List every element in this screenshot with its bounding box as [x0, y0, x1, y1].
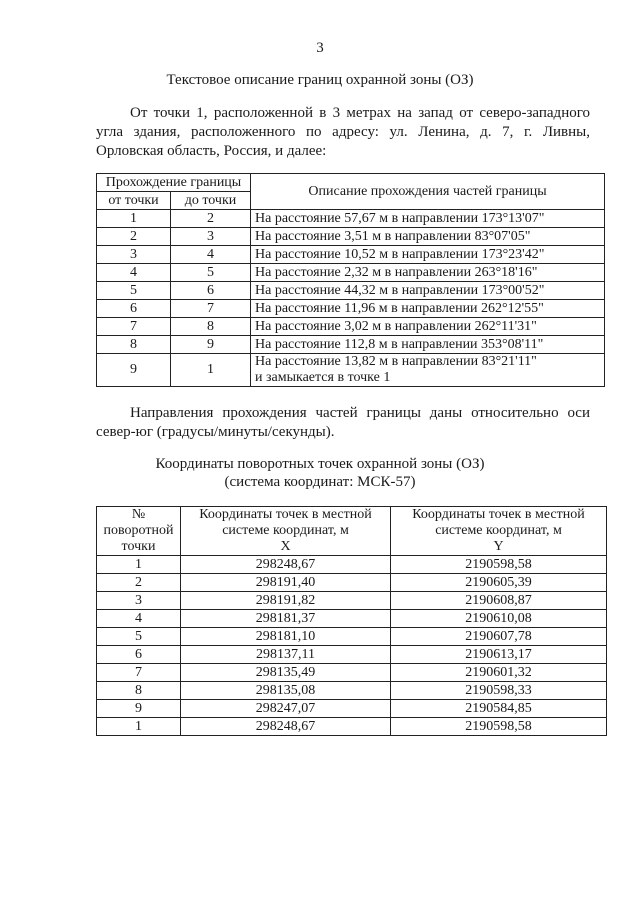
table-row [97, 336, 605, 354]
x-coordinate-cell: 298191,40 [181, 574, 391, 592]
table-row [97, 300, 605, 318]
header-description: Описание прохождения частей границы [251, 174, 605, 210]
header-point-number-line3: точки [121, 539, 156, 554]
description-cell [251, 336, 605, 354]
table-row [97, 318, 605, 336]
x-coordinate-cell: 298135,08 [181, 682, 391, 700]
table-row [97, 210, 605, 228]
header-point-number-line2: поворотной [103, 523, 174, 538]
x-coordinate-cell: 298181,10 [181, 628, 391, 646]
table-row [97, 700, 607, 718]
point-number-cell: 5 [97, 628, 181, 646]
to-point-cell: 3 [171, 228, 251, 246]
point-number-cell: 9 [97, 700, 181, 718]
x-coordinate-cell: 298137,11 [181, 646, 391, 664]
coord-system-subtitle: (система координат: МСК-57) [224, 474, 416, 490]
description-line: и замыкается в точке 1 [255, 370, 391, 385]
page-number: 3 [316, 40, 324, 56]
table-row [97, 682, 607, 700]
table-row [97, 354, 605, 387]
to-point-cell: 2 [171, 210, 251, 228]
y-coordinate-cell: 2190598,33 [391, 682, 607, 700]
y-coordinate-cell: 2190605,39 [391, 574, 607, 592]
point-number-cell: 1 [97, 718, 181, 736]
to-point-cell: 5 [171, 264, 251, 282]
description-cell [251, 318, 605, 336]
header-x-line2: системе координат, м [222, 523, 349, 538]
y-coordinate-cell: 2190598,58 [391, 718, 607, 736]
boundary-table [96, 173, 605, 387]
point-number-cell: 3 [97, 592, 181, 610]
table-row [97, 610, 607, 628]
table-row [97, 246, 605, 264]
description-cell [251, 264, 605, 282]
description-cell [251, 282, 605, 300]
description-cell [251, 228, 605, 246]
x-coordinate-cell: 298191,82 [181, 592, 391, 610]
header-to-point: до точки [171, 192, 251, 210]
from-point-cell: 1 [97, 210, 171, 228]
header-x-line3: X [280, 539, 291, 554]
table-row [97, 228, 605, 246]
from-point-cell: 7 [97, 318, 171, 336]
point-number-cell: 1 [97, 556, 181, 574]
y-coordinate-cell: 2190610,08 [391, 610, 607, 628]
header-boundary-passage: Прохождение границы [97, 174, 251, 192]
header-x-coordinate [181, 507, 391, 556]
to-point-cell: 9 [171, 336, 251, 354]
from-point-cell: 4 [97, 264, 171, 282]
point-number-cell: 6 [97, 646, 181, 664]
description-line: На расстояние 3,02 м в направлении 262°11'31" [255, 318, 537, 334]
description-line: На расстояние 44,32 м в направлении 173°00'52" [255, 282, 545, 298]
y-coordinate-cell: 2190601,32 [391, 664, 607, 682]
from-point-cell: 2 [97, 228, 171, 246]
y-coordinate-cell: 2190613,17 [391, 646, 607, 664]
description-cell [251, 300, 605, 318]
section-title: Текстовое описание границ охранной зоны (ОЗ) [166, 72, 474, 88]
coord-title: Координаты поворотных точек охранной зоны (ОЗ) [155, 456, 485, 472]
header-y-line1: Координаты точек в местной [412, 507, 585, 522]
to-point-cell: 7 [171, 300, 251, 318]
point-number-cell: 2 [97, 574, 181, 592]
direction-note-paragraph: Направления прохождения частей границы даны относительно оси север-юг (градусы/минуты/секунды). [96, 405, 590, 440]
header-y-coordinate [391, 507, 607, 556]
table-row [97, 628, 607, 646]
y-coordinate-cell: 2190598,58 [391, 556, 607, 574]
to-point-cell: 1 [171, 354, 251, 387]
from-point-cell: 6 [97, 300, 171, 318]
header-x-line1: Координаты точек в местной [199, 507, 372, 522]
header-y-line2: системе координат, м [435, 523, 562, 538]
point-number-cell: 7 [97, 664, 181, 682]
description-cell [251, 246, 605, 264]
x-coordinate-cell: 298247,07 [181, 700, 391, 718]
table-row [97, 264, 605, 282]
description-line: На расстояние 112,8 м в направлении 353°08'11" [255, 336, 544, 352]
description-line: На расстояние 13,82 м в направлении 83°21'11" [255, 354, 537, 369]
to-point-cell: 6 [171, 282, 251, 300]
table-row [97, 646, 607, 664]
description-line: На расстояние 10,52 м в направлении 173°23'42" [255, 246, 545, 262]
point-number-cell: 8 [97, 682, 181, 700]
y-coordinate-cell: 2190607,78 [391, 628, 607, 646]
header-y-line3: Y [493, 539, 504, 554]
description-cell [251, 210, 605, 228]
header-point-number-line1: № [131, 507, 146, 522]
header-point-number [97, 507, 181, 556]
description-line: На расстояние 57,67 м в направлении 173°13'07" [255, 210, 545, 226]
table-row [97, 592, 607, 610]
x-coordinate-cell: 298181,37 [181, 610, 391, 628]
table-row [97, 556, 607, 574]
from-point-cell: 9 [97, 354, 171, 387]
description-cell [251, 354, 605, 387]
table-row [97, 664, 607, 682]
from-point-cell: 3 [97, 246, 171, 264]
table-row [97, 574, 607, 592]
from-point-cell: 5 [97, 282, 171, 300]
description-line: На расстояние 2,32 м в направлении 263°18'16" [255, 264, 538, 280]
x-coordinate-cell: 298248,67 [181, 556, 391, 574]
y-coordinate-cell: 2190608,87 [391, 592, 607, 610]
point-number-cell: 4 [97, 610, 181, 628]
table-row [97, 718, 607, 736]
x-coordinate-cell: 298135,49 [181, 664, 391, 682]
x-coordinate-cell: 298248,67 [181, 718, 391, 736]
table-row [97, 282, 605, 300]
description-line: На расстояние 11,96 м в направлении 262°12'55" [255, 300, 544, 316]
to-point-cell: 4 [171, 246, 251, 264]
y-coordinate-cell: 2190584,85 [391, 700, 607, 718]
coordinates-table [96, 506, 607, 736]
to-point-cell: 8 [171, 318, 251, 336]
description-line: На расстояние 3,51 м в направлении 83°07'05" [255, 228, 531, 244]
start-point-paragraph: От точки 1, расположенной в 3 метрах на запад от северо-западного угла здания, расположенного по адресу: ул. Ленина, д. 7, г. Ливны, Орловская область, Россия, и далее: [96, 105, 590, 159]
header-from-point: от точки [97, 192, 171, 210]
from-point-cell: 8 [97, 336, 171, 354]
